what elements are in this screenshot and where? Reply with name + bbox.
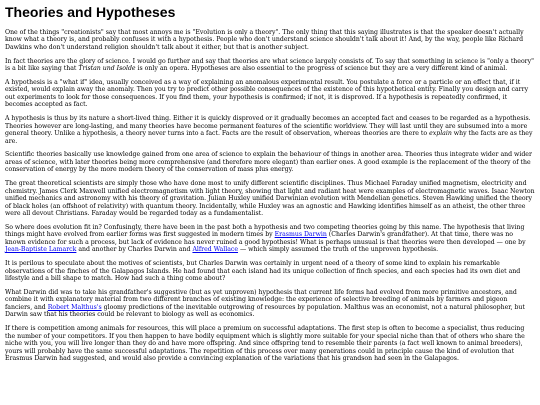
link-jean-baptiste-lamarck[interactable]: Jean-Baptiste Lamarck	[5, 246, 77, 254]
paragraph-4	[5, 115, 535, 145]
link-robert-malthus[interactable]: Robert Malthus's	[47, 303, 102, 311]
paragraph-7-text-b: (Charles Darwin's grandfather). At that time, there was no known evidence for such a process, but lack of evidence has never ruined a good hypothesis! What is perhaps unusual is that theories were then developed — one by	[5, 231, 526, 246]
paragraph-9-text-b: gloomy predictions of the inevitable outgrowing of resources by population. Malthus was an economist, not a natural philosopher, but Darwin saw that his theories could be relevant to biology as well as economics.	[5, 303, 525, 319]
emphasis-explain: explain	[429, 130, 452, 138]
paragraph-2	[5, 58, 535, 73]
paragraph-2-text-a: In fact theories are the glory of science. I would go further and say that theories are what science largely consists of. To say that something in science is "only a theory" is a bit like saying that	[5, 57, 534, 73]
paragraph-7-text-c: and another by Charles Darwin and	[76, 246, 193, 254]
link-alfred-wallace[interactable]: Alfred Wallace	[192, 246, 239, 254]
paragraph-3: A hypothesis is a "what if" idea, usually conceived as a way of explaining an anomalous experimental result. You postulate a force or a particle or an effect that, if it existed, would explain away the anomaly. Then you try to predict other possible consequences of the existence of this hypothetical entity. Finally you design and carry out experiments to look for those consequences. If you find them, your hypothesis is confirmed; if not, it is disproved. If a hypothesis is repeatedly confirmed, it becomes accepted as fact.	[5, 78, 529, 109]
paragraph-9	[5, 289, 535, 319]
paragraph-8: It is perilous to speculate about the motives of scientists, but Charles Darwin was certainly in urgent need of a theory of some kind to explain his remarkable observations of the finches of the Galapagos Islands. He had found that each island had its unique collection of finch species, and each species had its own diet and lifestyle and a bill shape to match. How had such a thing come about?	[5, 260, 521, 283]
page-title: Theories and Hypotheses	[5, 4, 176, 20]
paragraph-10: If there is competition among animals for resources, this will place a premium on successful adaptations. The first step is often to become a specialist, thus reducing the number of your competitors. If you then happen to have bodily equipment which is slightly more suitable for your special niche than that of others who share the niche with you, you will live longer than they do and have more offspring. And since offspring tend to resemble their parents (a fact well known to animal breeders), yours will probably have the same successful adaptations. The repetition of this process over many generations could in principle cause the kind of evolution that Erasmus Darwin had suggested, and would also provide a convincing explanation of the variations that his grandson had seen in the Galapagos.	[5, 325, 525, 363]
paragraph-6: The great theoretical scientists are simply those who have done most to unify different scientific disciplines. Thus Michael Faraday unified magnetism, electricity and chemistry. James Clerk Maxwell unified electromagnetism with light theory, showing that light and radiant heat were examples of electromagnetic waves. Isaac Newton unified mechanics and astronomy with his theory of gravitation. Julian Huxley unified Darwinian evolution with Mendelian genetics. Steven Hawking unified the theory of black holes (an offshoot of relativity) with quantum theory. Incidentally, while Huxley was an agnostic and Hawking identifies himself as an atheist, the other three were all devout Christians. Faraday would be regarded today as a fundamentalist.	[5, 180, 535, 218]
paragraph-5: Scientific theories basically use knowledge gained from one area of science to explain the behaviour of things in another area. Theories thus integrate wider and wider areas of science, with later theories being more comprehensive (and therefore more elegant) than earlier ones. A good example is the replacement of the theory of the conservation of energy by the more modern theory of the conservation of mass plus energy.	[5, 151, 532, 174]
link-erasmus-darwin[interactable]: Erasmus Darwin	[274, 231, 327, 239]
opera-title: Tristan und Isolde	[78, 65, 136, 73]
paragraph-7-text-a: So where does evolution fit in? Confusingly, there have been in the past both a hypothesis and two competing theories going by this name. The hypothesis that living things might have evolved from earlier forms was first suggested in modern times by	[5, 223, 525, 239]
paragraph-1: One of the things "creationists" say that most annoys me is "Evolution is only a theory". The only thing that this saying illustrates is that the speaker doesn't actually know what a theory is, and probably confuses it with a hypothesis. People who don't understand science shouldn't talk about it! And, by the way, people like Richard Dawkins who don't understand religion shouldn't talk about it either, but that is another subject.	[5, 28, 524, 51]
paragraph-7	[5, 224, 535, 254]
paragraph-7-text-d: — which simply assumed the truth of the unproven hypothesis.	[238, 246, 439, 254]
paragraph-4-text-b: why the facts are as they are.	[5, 130, 533, 145]
paragraph-4-text-a: A hypothesis is thus by its nature a short-lived thing. Either it is quickly disproved or it gradually becomes an accepted fact and ceases to be regarded as a hypothesis. Theories however are long-lasting, and many theories have become permanent features of the scientific worldview. They will last until they are subsumed into a more general theory. Unlike a hypothesis, a theory never turns into a fact. Facts are the result of observation, whereas theories are there to	[5, 115, 531, 138]
paragraph-2-text-b: is only an opera. Hypotheses are also essential to the progress of science but they are a very different kind of animal.	[135, 65, 508, 73]
paragraph-9-text-a: What Darwin did was to take his grandfather's suggestive (but as yet unproven) hypothesis that current life forms had evolved from more primitive ancestors, and combine it with explanatory material from two different branches of existing knowledge: the experience of selective breeding of animals by farmers and pigeon fanciers, and	[5, 289, 517, 311]
